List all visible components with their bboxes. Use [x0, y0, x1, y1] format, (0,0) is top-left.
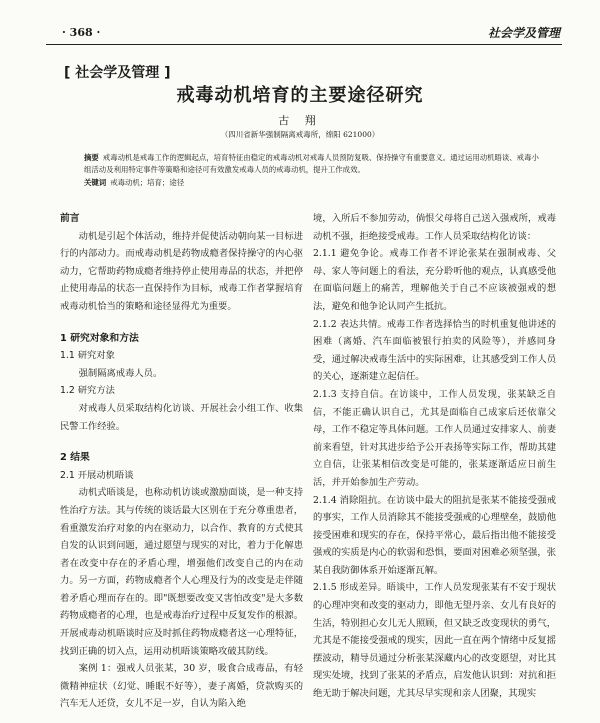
preface-heading: 前言	[60, 213, 80, 224]
item-2-1-3: 2.1.3 支持自信。在访谈中，工作人员发现，张某缺乏自信，不能正确认识自己，尤其是面临自己成家后还依靠父母，工作不稳定等具体问题。工作人员通过安排家人、前妻前来看望，针对其进步给予公开表扬等实际工作，帮助其建立自信，让张某相信改变是可能的，张某逐渐适应日前生活，并开始参加生产劳动。	[313, 388, 556, 488]
header-rule	[46, 44, 562, 45]
article-title: 戒毒动机培育的主要途径研究	[176, 85, 424, 106]
section-1-2-text: 对戒毒人员采取结构化访谈、开展社会小组工作、收集民警工作经验。	[60, 402, 303, 432]
abstract-label: 摘要	[84, 153, 99, 162]
section-2-1-paragraph: 动机式晤谈是，也称动机访谈或激励面谈，是一种支持性治疗方法。其与传统的谈话最大区别在于充分尊重患者，看重激发治疗对象的内在驱动力，以合作、教育的方式使其自发的认识到问题，通过愿望与现实的对比，着力于化解患者在改变中存在的矛盾心理，增强他们改变自己的内在动力。另一方面，药物成瘾者个人心理及行为的改变是走伴随着矛盾心理而存在的。即"既想要改变又害怕改变"是大多数药物成瘾者的心理，也是戒毒治疗过程中反复发作的根源。开展戒毒动机晤谈时应及时抓住药物成瘾者这一心理特征，找到正确的切入点，运用动机晤谈策略攻破其防线。	[60, 487, 303, 657]
item-2-1-5: 2.1.5 形成差异。晤谈中，工作人员发现张某有不安于现状的心理冲突和改变的驱动力，即他无望丹亲、女儿有良好的生活，特别担心女儿无人照顾，但又缺乏改变现状的勇气，尤其是不能接受强戒的现实，因此一直在两个情绪中反复摇摆波动，精导员通过分析张某深藏内心的改变愿望，对比其现实处境，找到了张某的矛盾点，启发他认识到：对抗和拒绝无助于解决问题，尤其尽早实现和亲人团聚，其现实	[313, 582, 556, 700]
section-1-heading: 1 研究对象和方法	[60, 332, 139, 344]
left-column	[60, 210, 303, 713]
affiliation: （四川省新华强制隔离戒毒所，绵阳 621000）	[220, 130, 380, 139]
section-tag: [ 社会学及管理 ]	[64, 65, 171, 81]
item-2-1-1: 2.1.1 避免争论。戒毒工作者不评论张某在强制戒毒、父母、家人等问题上的看法，充分聆听他的观点，认真感受他在面临问题上的痛苦，理解他关于自己不应该被强戒的想法，避免和他争论认同产生抵抗。	[313, 248, 556, 312]
case-1-paragraph: 案例 1：强戒人员张某，30 岁，吸食合成毒品，有轻微精神症状（幻觉、睡眠不好等），妻子离婚，贷款购买的汽车无人还贷，女儿不足一岁，自认为陷入绝	[60, 663, 303, 710]
keywords-text: 戒毒动机；培育；途径	[110, 178, 185, 187]
abstract	[84, 152, 544, 176]
section-1-2-heading: 1.2 研究方法	[60, 385, 115, 397]
section-1-1-text: 强制隔离戒毒人员。	[78, 367, 163, 379]
item-2-1-2: 2.1.2 表达共情。戒毒工作者选择恰当的时机重复他讲述的困难（离婚、汽车面临被银行拍卖的风险等），并感同身受，通过解决戒毒生活中的实际困难，让其感受到工作人员的关心，逐渐建立起信任。	[313, 318, 556, 383]
section-1-1-heading: 1.1 研究对象	[60, 350, 115, 362]
preface-paragraph: 动机是引起个体活动，维持并促使活动朝向某一目标进行的内部动力。而戒毒动机是药物成瘾者保持操守的内心驱动力，它帮助药物成瘾者维持停止使用毒品的状态，并把停止使用毒品的状态一直保持作为目标，戒毒工作者掌握培育戒毒动机恰当的策略和途径显得尤为重要。	[60, 230, 303, 312]
section-2-heading: 2 结果	[60, 452, 90, 464]
journal-name: 社会学及管理	[487, 26, 560, 40]
keywords	[84, 177, 544, 189]
author: 古 翔	[278, 114, 322, 127]
item-2-1-4: 2.1.4 消除阻抗。在访谈中最大的阻抗是张某不能接受强戒的事实，工作人员消除其不能接受强戒的心理壁垒，鼓励他接受困难和现实的存在，保持平常心，最后指出他不能接受强戒的实质是内心的软弱和恐惧，要面对困难必须坚强，张某自我防御体系开始逐渐瓦解。	[313, 494, 556, 576]
abstract-text: 戒毒动机是戒毒工作的逻辑起点，培育特征由稳定的戒毒动机对戒毒人员预防复吸、保持操守有重要意义。通过运用动机晤谈、戒毒小组活动及利用特定事件等策略和途径可有效激发戒毒人员的戒毒动机，提升工作成效。	[84, 153, 539, 174]
right-column	[313, 210, 556, 703]
running-header	[0, 0, 600, 46]
page-number: · 368 ·	[62, 26, 101, 39]
section-2-1-heading: 2.1 开展动机晤谈	[60, 469, 134, 481]
continued-paragraph: 境，入所后不参加劳动，倘恨父母将自己送入强戒所，戒毒动机不强，拒绝接受戒毒。工作人员采取结构化访谈：	[313, 213, 556, 242]
keywords-label: 关键词	[84, 178, 107, 187]
